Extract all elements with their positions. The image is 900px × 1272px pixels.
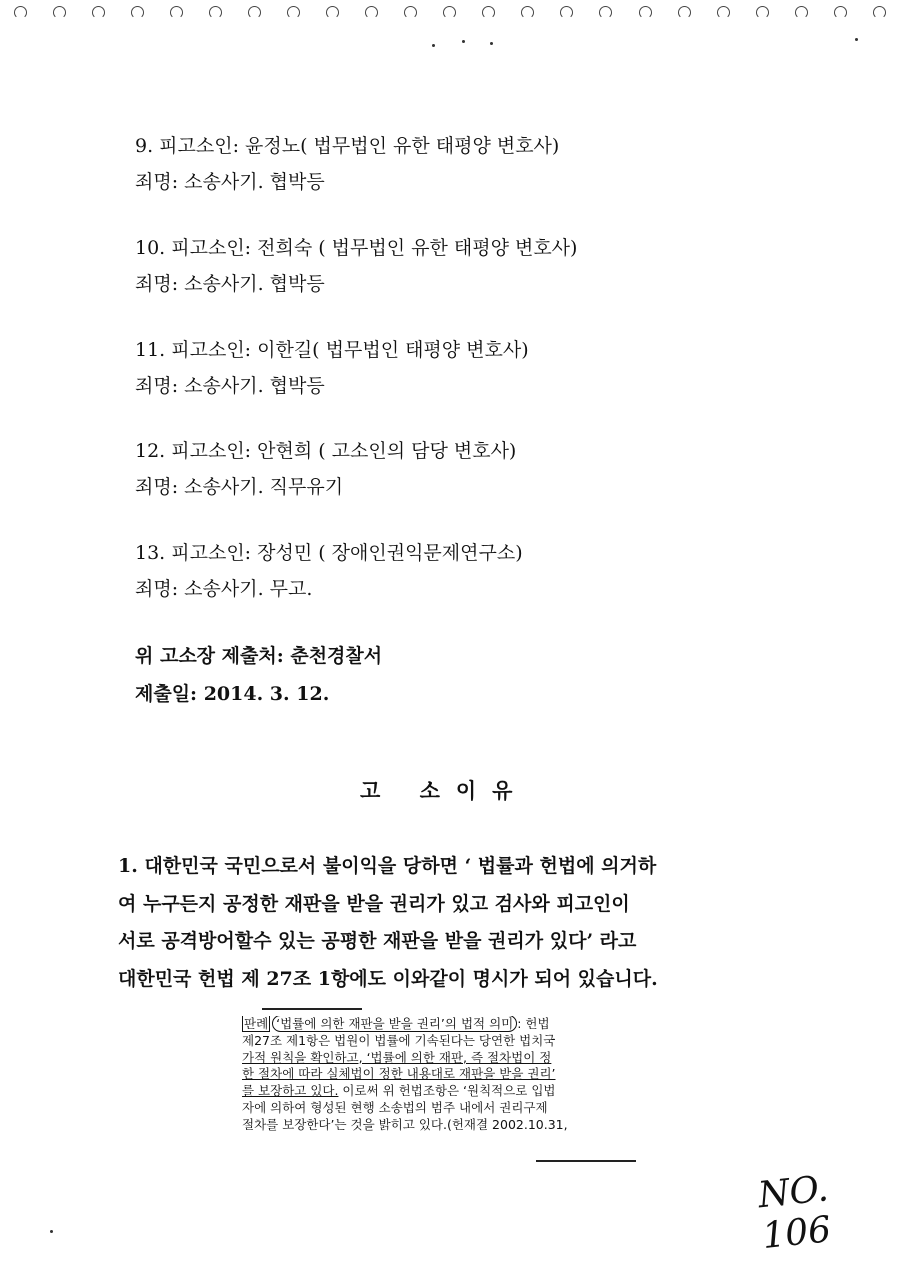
accused-line: 11. 피고소인: 이한길( 법무법인 태평양 변호사) — [135, 339, 529, 361]
excerpt-box — [242, 1016, 642, 1134]
excerpt-line: 절차를 보장한다’는 것을 밝히고 있다.(헌재결 2002.10.31, — [242, 1116, 568, 1132]
crime-line: 죄명: 소송사기. 무고. — [135, 578, 313, 600]
excerpt-text: : 헌법 — [517, 1016, 550, 1031]
binder-hole — [599, 6, 612, 19]
accused-line: 10. 피고소인: 전희숙 ( 법무법인 유한 태평양 변호사) — [135, 237, 578, 259]
paragraph-line: 1. 대한민국 국민으로서 불이익을 당하면 ‘ 법률과 헌법에 의거하 — [118, 855, 657, 877]
binder-hole — [521, 6, 534, 19]
reason-paragraph — [118, 848, 788, 998]
scan-speck — [490, 42, 493, 45]
scan-speck — [462, 40, 465, 43]
scan-speck — [50, 1230, 53, 1233]
binder-hole — [287, 6, 300, 19]
binder-hole — [560, 6, 573, 19]
accused-line: 9. 피고소인: 윤정노( 법무법인 유한 태평양 변호사) — [135, 135, 560, 157]
binder-hole — [873, 6, 886, 19]
accusation-entry — [135, 230, 577, 302]
excerpt-line — [242, 1083, 642, 1100]
crime-line: 죄명: 소송사기. 직무유기 — [135, 476, 344, 498]
excerpt-top-rule — [262, 1008, 362, 1010]
paragraph-line: 여 누구든지 공정한 재판을 받을 권리가 있고 검사와 피고인이 — [118, 892, 630, 915]
excerpt-prefix: 판례 — [244, 1016, 269, 1031]
binder-hole — [131, 6, 144, 19]
binder-hole — [365, 6, 378, 19]
scan-speck — [855, 38, 858, 41]
handwritten-page-number: NO. 106 — [756, 1168, 834, 1258]
binder-hole — [482, 6, 495, 19]
binder-hole — [209, 6, 222, 19]
accusation-entry — [135, 535, 523, 607]
binder-hole — [14, 6, 27, 19]
accused-line: 13. 피고소인: 장성민 ( 장애인권익문제연구소) — [135, 542, 523, 564]
excerpt-bottom-rule — [536, 1160, 636, 1162]
excerpt-underlined-text: 를 보장하고 있다. — [242, 1083, 339, 1099]
submission-date: 제출일: 2014. 3. 12. — [135, 683, 330, 705]
accusation-entry — [135, 128, 559, 200]
binder-hole — [404, 6, 417, 19]
accusation-entry — [135, 332, 529, 404]
crime-line: 죄명: 소송사기. 협박등 — [135, 171, 325, 193]
excerpt-line: 가적 원칙을 확인하고, ‘법률에 의한 재판, 즉 절차법이 정 — [242, 1049, 552, 1065]
crime-line: 죄명: 소송사기. 협박등 — [135, 273, 325, 295]
binder-hole — [639, 6, 652, 19]
excerpt-line — [242, 1016, 642, 1033]
binder-hole — [834, 6, 847, 19]
binder-hole — [717, 6, 730, 19]
excerpt-circled-title: ‘법률에 의한 재판을 받을 권리’의 법적 의미 — [272, 1016, 517, 1032]
binder-hole — [92, 6, 105, 19]
section-heading: 고 소이유 — [360, 779, 529, 803]
excerpt-text: 이로써 위 헌법조항은 ‘원칙적으로 입법 — [338, 1083, 556, 1099]
submission-place: 위 고소장 제출처: 춘천경찰서 — [135, 645, 383, 667]
paragraph-line: 대한민국 헌법 제 27조 1항에도 이와같이 명시가 되어 있습니다. — [118, 967, 658, 990]
binder-holes — [14, 6, 886, 26]
binder-hole — [678, 6, 691, 19]
binder-hole — [795, 6, 808, 19]
binder-hole — [326, 6, 339, 19]
excerpt-line: 자에 의하여 형성된 현행 소송법의 범주 내에서 권리구제 — [242, 1099, 548, 1115]
scan-speck — [432, 44, 435, 47]
binder-hole — [53, 6, 66, 19]
binder-hole — [443, 6, 456, 19]
crime-line: 죄명: 소송사기. 협박등 — [135, 375, 325, 397]
binder-hole — [170, 6, 183, 19]
excerpt-line: 한 절차에 따라 실체법이 정한 내용대로 재판을 받을 권리’ — [242, 1066, 556, 1082]
excerpt-line: 제27조 제1항은 법원이 법률에 기속된다는 당연한 법치국 — [242, 1032, 556, 1048]
binder-hole — [756, 6, 769, 19]
paragraph-line: 서로 공격방어할수 있는 공평한 재판을 받을 권리가 있다’ 라고 — [118, 930, 637, 952]
binder-hole — [248, 6, 261, 19]
accused-line: 12. 피고소인: 안현희 ( 고소인의 담당 변호사) — [135, 440, 517, 462]
accusation-entry — [135, 433, 516, 505]
